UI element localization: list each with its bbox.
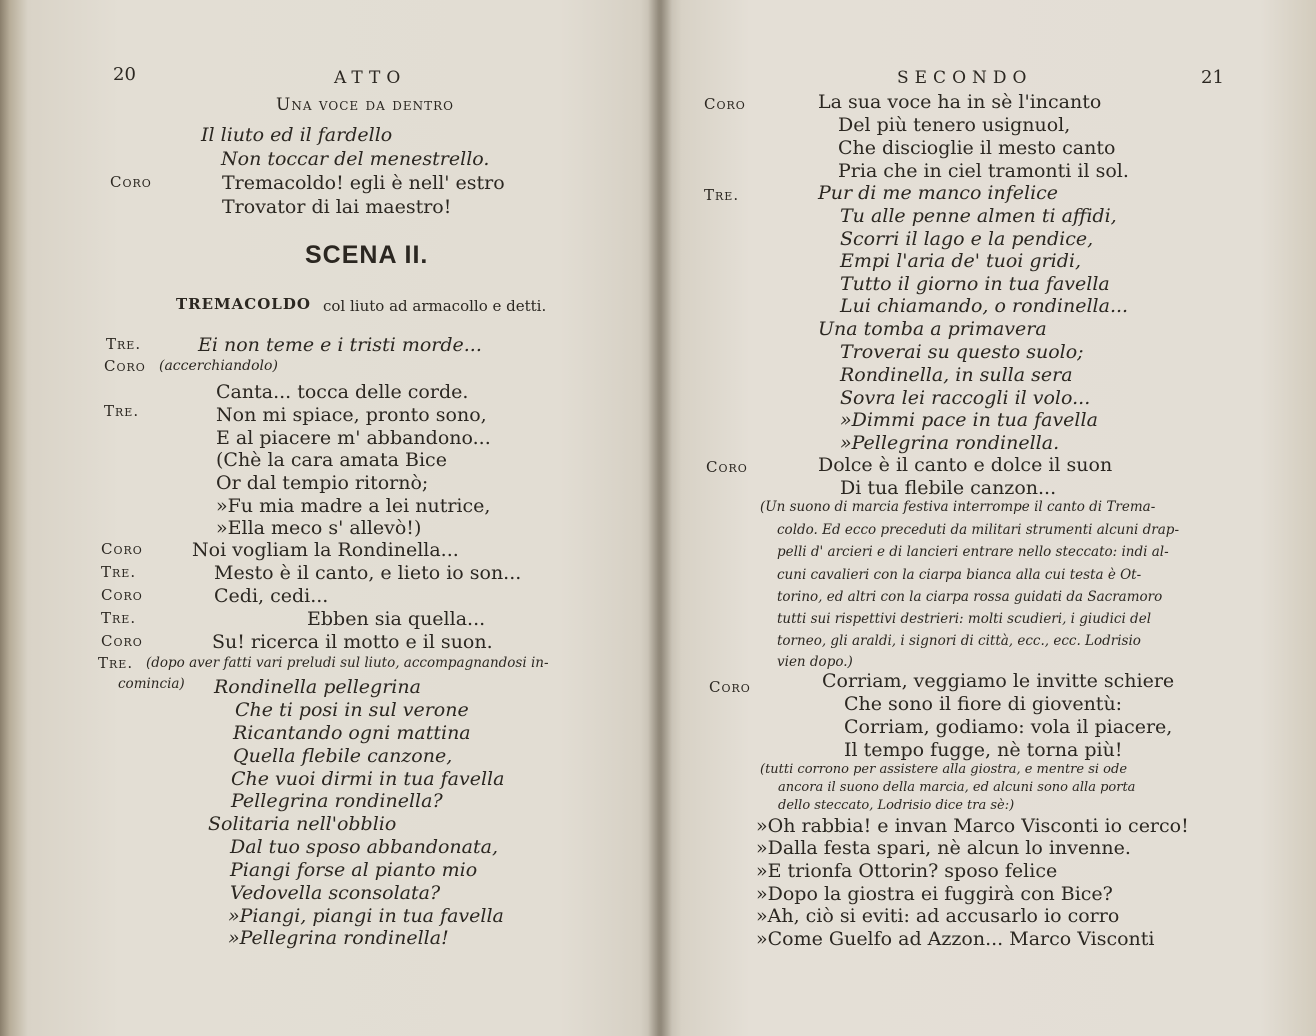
- stage-direction: dello steccato, Lodrisio dice tra sè:): [778, 798, 1015, 813]
- verse-line: Ebben sia quella...: [307, 608, 486, 630]
- speaker-label: Tre.: [101, 563, 137, 581]
- verse-line: »E trionfa Ottorin? sposo felice: [756, 860, 1058, 882]
- verse-line: Corriam, veggiamo le invitte schiere: [822, 670, 1175, 692]
- verse-line: »Oh rabbia! e invan Marco Visconti io cerco!: [756, 815, 1189, 837]
- stage-direction: torneo, gli araldi, i signori di città, ecc., ecc. Lodrisio: [777, 633, 1141, 649]
- verse-line: »Dopo la giostra ei fuggirà con Bice?: [756, 883, 1113, 905]
- verse-line: Pellegrina rondinella?: [231, 790, 443, 812]
- verse-line: »Come Guelfo ad Azzon... Marco Visconti: [756, 928, 1155, 950]
- verse-line: Pria che in ciel tramonti il sol.: [838, 160, 1129, 182]
- verse-line: Ei non teme e i tristi morde...: [198, 334, 482, 356]
- verse-line: Tu alle penne almen ti affidi,: [840, 205, 1117, 227]
- verse-line: Cedi, cedi...: [214, 585, 329, 607]
- running-head: ATTO: [334, 68, 407, 88]
- verse-line: »Fu mia madre a lei nutrice,: [216, 495, 491, 517]
- speaker-label: Coro: [101, 632, 143, 650]
- verse-line: Quella flebile canzone,: [233, 745, 453, 767]
- verse-line: Lui chiamando, o rondinella...: [840, 295, 1129, 317]
- verse-line: Vedovella sconsolata?: [230, 882, 441, 904]
- verse-line: Dolce è il canto e dolce il suon: [818, 454, 1113, 476]
- verse-line: Che vuoi dirmi in tua favella: [231, 768, 505, 790]
- verse-line: Or dal tempio ritornò;: [216, 472, 429, 494]
- stage-direction: coldo. Ed ecco preceduti da militari strumenti alcuni drap-: [777, 522, 1180, 538]
- speaker-label: Tre.: [101, 609, 137, 627]
- verse-line: Trovator di lai maestro!: [222, 196, 452, 218]
- speaker-label: Coro: [110, 173, 152, 191]
- speaker-label: Coro: [101, 586, 143, 604]
- running-head: SECONDO: [897, 68, 1033, 88]
- stage-direction: (tutti corrono per assistere alla giostra, e mentre si ode: [760, 762, 1128, 777]
- verse-line: Dal tuo sposo abbandonata,: [230, 836, 498, 858]
- verse-line: Sovra lei raccogli il volo...: [840, 387, 1091, 409]
- verse-line: »Ah, ciò si eviti: ad accusarlo io corro: [756, 905, 1120, 927]
- stage-direction: col liuto ad armacollo e detti.: [323, 297, 547, 315]
- scene-title: SCENA II.: [305, 241, 429, 269]
- verse-line: Non toccar del menestrello.: [221, 148, 490, 170]
- speaker-label: Tre.: [704, 186, 740, 204]
- character-name: TREMACOLDO: [176, 295, 311, 313]
- stage-direction: (accerchiandolo): [159, 358, 278, 374]
- stage-direction: cuni cavalieri con la ciarpa bianca alla cui testa è Ot-: [777, 567, 1142, 583]
- speaker-label: Coro: [709, 678, 751, 696]
- verse-line: (Chè la cara amata Bice: [216, 449, 447, 471]
- verse-line: Che sono il fiore di gioventù:: [844, 693, 1123, 715]
- stage-direction: tutti sui rispettivi destrieri: molti scudieri, i giudici del: [777, 611, 1152, 627]
- verse-line: Pur di me manco infelice: [818, 182, 1059, 204]
- speaker-label: Tre.: [104, 402, 140, 420]
- verse-line: Ricantando ogni mattina: [233, 722, 471, 744]
- verse-line: Una tomba a primavera: [818, 318, 1047, 340]
- stage-direction: ancora il suono della marcia, ed alcuni sono alla porta: [778, 780, 1136, 795]
- verse-line: Che ti posi in sul verone: [235, 699, 469, 721]
- stage-direction: torino, ed altri con la ciarpa rossa guidati da Sacramoro: [777, 589, 1163, 605]
- stage-direction: pelli d' arcieri e di lancieri entrare nello steccato: indi al-: [777, 544, 1169, 560]
- verse-line: »Piangi, piangi in tua favella: [228, 905, 504, 927]
- verse-line: »Pellegrina rondinella.: [840, 432, 1060, 454]
- page-number: 20: [113, 64, 136, 85]
- verse-line: Mesto è il canto, e lieto io son...: [214, 562, 522, 584]
- verse-line: Di tua flebile canzon...: [840, 477, 1057, 499]
- verse-line: »Dimmi pace in tua favella: [840, 409, 1098, 431]
- verse-line: »Ella meco s' allevò!): [216, 517, 422, 539]
- stage-direction: comincia): [118, 676, 185, 692]
- verse-line: Il tempo fugge, nè torna più!: [844, 739, 1123, 761]
- verse-line: Empi l'aria de' tuoi gridi,: [840, 250, 1082, 272]
- speaker-label: Coro: [706, 458, 748, 476]
- verse-line: Solitaria nell'obblio: [208, 813, 397, 835]
- verse-line: Piangi forse al pianto mio: [230, 859, 478, 881]
- stage-heading: Una voce da dentro: [276, 95, 454, 115]
- verse-line: Rondinella, in sulla sera: [840, 364, 1073, 386]
- page-number: 21: [1201, 67, 1224, 88]
- verse-line: Il liuto ed il fardello: [201, 124, 393, 146]
- book-gutter: [648, 0, 672, 1036]
- right-page: [660, 0, 1316, 1036]
- verse-line: La sua voce ha in sè l'incanto: [818, 91, 1102, 113]
- verse-line: »Dalla festa spari, nè alcun lo invenne.: [756, 837, 1131, 859]
- stage-direction: (Un suono di marcia festiva interrompe il canto di Trema-: [760, 499, 1156, 515]
- speaker-label: Tre.: [106, 335, 142, 353]
- verse-line: Su! ricerca il motto e il suon.: [212, 631, 493, 653]
- stage-direction: (dopo aver fatti vari preludi sul liuto, accompagnandosi in-: [146, 655, 549, 671]
- verse-line: Corriam, godiamo: vola il piacere,: [844, 716, 1173, 738]
- verse-line: Rondinella pellegrina: [214, 676, 421, 698]
- verse-line: Noi vogliam la Rondinella...: [192, 539, 459, 561]
- verse-line: Tutto il giorno in tua favella: [840, 273, 1110, 295]
- verse-line: Tremacoldo! egli è nell' estro: [222, 172, 505, 194]
- verse-line: Che discioglie il mesto canto: [838, 137, 1116, 159]
- speaker-label: Coro: [104, 357, 146, 375]
- verse-line: Del più tenero usignuol,: [838, 114, 1071, 136]
- verse-line: Scorri il lago e la pendice,: [840, 228, 1094, 250]
- verse-line: Non mi spiace, pronto sono,: [216, 404, 487, 426]
- speaker-label: Coro: [101, 540, 143, 558]
- stage-direction: vien dopo.): [777, 654, 853, 670]
- verse-line: Troverai su questo suolo;: [840, 341, 1084, 363]
- verse-line: E al piacere m' abbandono...: [216, 427, 491, 449]
- verse-line: Canta... tocca delle corde.: [216, 381, 469, 403]
- speaker-label: Coro: [704, 95, 746, 113]
- speaker-label: Tre.: [98, 654, 134, 672]
- verse-line: »Pellegrina rondinella!: [228, 927, 449, 949]
